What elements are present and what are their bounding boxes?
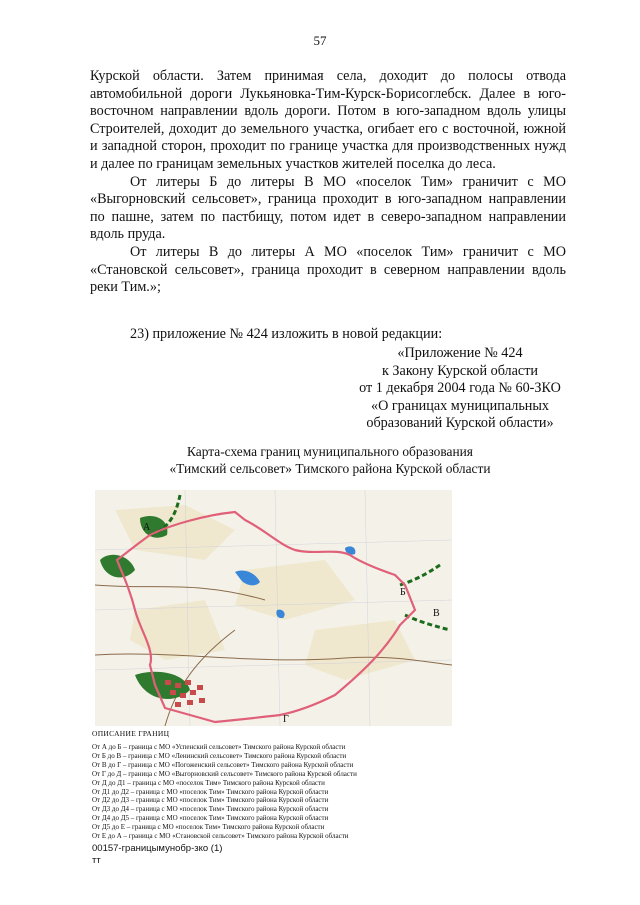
map-title-line: «Тимский сельсовет» Тимского района Курской области (169, 461, 491, 476)
legend-row: От В до Г – граница с МО «Погоженский сельсовет» Тимского района Курской области (92, 760, 354, 769)
map-title-line: Карта-схема границ муниципального образования (187, 444, 473, 459)
appendix-header (320, 345, 600, 433)
map-label-b: Б (400, 587, 406, 598)
legend-row: От Д1 до Д2 – граница с МО «поселок Тим» Тимского района Курской области (92, 787, 329, 796)
paragraph-2: От литеры Б до литеры В МО «поселок Тим» граничит с МО «Выгорновский сельсовет», граница проходит в юго-западном направлении по пашне, затем по пастбищу, потом идет в северо-западном направлении вдоль пруда. (90, 173, 566, 243)
legend-row: От Д4 до Д5 – граница с МО «поселок Тим» Тимского района Курской области (92, 814, 329, 823)
legend-row: От Д2 до Д3 – граница с МО «поселок Тим» Тимского района Курской области (92, 796, 329, 805)
appendix-line: «О границах муниципальных (370, 397, 550, 414)
appendix-line: «Приложение № 424 (397, 345, 523, 361)
map-label-g: Г (283, 714, 289, 725)
boundary-map (95, 490, 452, 726)
map-title (90, 443, 570, 477)
legend-row: От Д5 до Е – граница с МО «поселок Тим» Тимского района Курской области (92, 823, 325, 832)
map-label-a: А (143, 522, 151, 533)
legend-row: От Г до Д – граница с МО «Выгорновский сельсовет» Тимского района Курской области (92, 769, 357, 778)
legend-row: От Б до В – граница с МО «Ленинский сельсовет» Тимского района Курской области (92, 751, 347, 760)
boundary-legend (92, 743, 472, 841)
amendment-item: 23) приложение № 424 изложить в новой редакции: (130, 326, 443, 342)
body-text (90, 68, 566, 297)
legend-row: От Е до А – граница с МО «Становской сельсовет» Тимского района Курской области (92, 832, 349, 841)
page-number: 57 (313, 33, 327, 48)
paragraph-1: Курской области. Затем принимая села, доходит до полосы отвода автомобильной дороги Лукьяновка-Тим-Курск-Борисоглебск. Далее в юго-восточном направлении вдоль дороги. Потом в юго-западном вдоль улицы Строителей, доходит до земельного участка, огибает его с восточной, южной и западной сторон, проходит по границе участка для производственных нужд и далее по границам земельных участков жителей поселка до леса. (90, 68, 566, 172)
document-footer (92, 843, 222, 867)
appendix-line: от 1 декабря 2004 года № 60-ЗКО (359, 380, 561, 397)
legend-row: От Д3 до Д4 – граница с МО «поселок Тим» Тимского района Курской области (92, 805, 329, 814)
footer-mark: тт (92, 855, 101, 866)
appendix-line: к Закону Курской области (381, 362, 539, 379)
appendix-line: образований Курской области» (366, 415, 554, 432)
legend-title: ОПИСАНИЕ ГРАНИЦ (92, 729, 170, 738)
paragraph-3: От литеры В до литеры А МО «поселок Тим» граничит с МО «Становской сельсовет», граница проходит в северном направлении вдоль реки Тим.»; (90, 243, 566, 296)
legend-row: От А до Б – граница с МО «Успенский сельсовет» Тимского района Курской области (92, 743, 346, 751)
footer-filename: 00157-границымунобр-зко (1) (92, 843, 223, 854)
map-label-v: В (433, 608, 440, 619)
legend-row: От Д до Д1 – граница с МО «поселок Тим» Тимского района Курской области (92, 778, 325, 787)
